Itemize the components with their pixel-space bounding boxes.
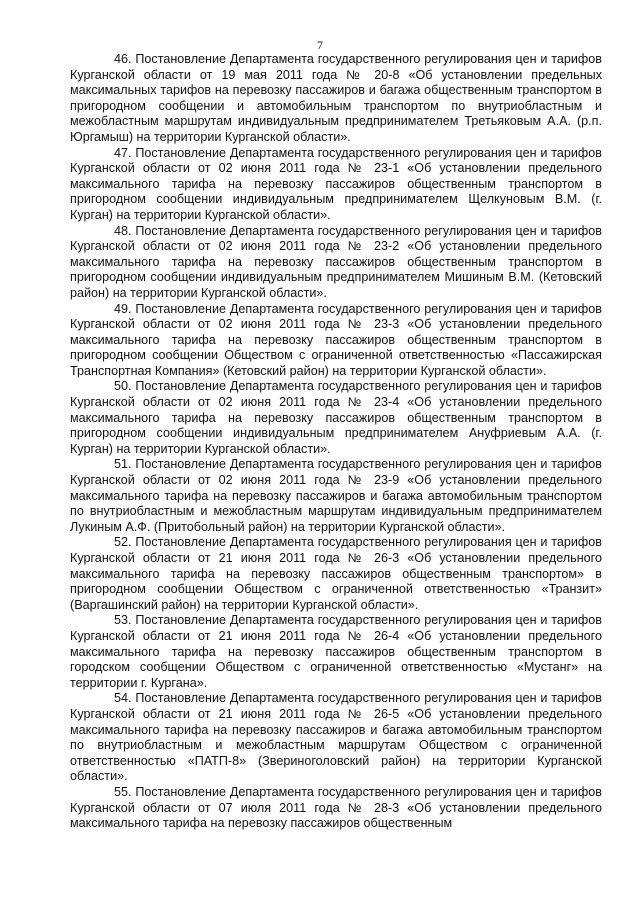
list-item-47: 47. Постановление Департамента государственного регулирования цен и тарифов Курганской области от 02 июня 2011 года № 23-1 «Об установлении предельного максимального тарифа на перевозку пассажиров общественным транспортом в пригородном сообщении индивидуальным предпринимателем Щелкуновым В.М. (г. Курган) на территории Курганской области». [70,145,602,222]
list-item-50: 50. Постановление Департамента государственного регулирования цен и тарифов Курганской области от 02 июня 2011 года № 23-4 «Об установлении предельного максимального тарифа на перевозку пассажиров общественным транспортом в пригородном сообщении индивидуальным предпринимателем Ануфриевым А.А. (г. Курган) на территории Курганской области». [70,379,602,456]
page-number: 7 [317,38,323,52]
list-item-54: 54. Постановление Департамента государственного регулирования цен и тарифов Курганской области от 21 июня 2011 года № 26-5 «Об установлении предельного максимального тарифа на перевозку пассажиров и багажа автомобильным транспортом по внутриобластным и межобластным маршрутам Обществом с ограниченной ответственностью «ПАТП-8» (Звериноголовский район) на территории Курганской области». [70,691,602,784]
document-body [70,52,602,832]
list-item-46: 46. Постановление Департамента государственного регулирования цен и тарифов Курганской области от 19 мая 2011 года № 20-8 «Об установлении предельных максимальных тарифов на перевозку пассажиров и багажа общественным транспортом в пригородном сообщении и автомобильным транспортом по внутриобластным и межобластным маршрутам индивидуальным предпринимателем Третьяковым А.А. (р.п. Юргамыш) на территории Курганской области». [70,52,602,144]
list-item-48: 48. Постановление Департамента государственного регулирования цен и тарифов Курганской области от 02 июня 2011 года № 23-2 «Об установлении предельного максимального тарифа на перевозку пассажиров общественным транспортом в пригородном сообщении индивидуальным предпринимателем Мишиным В.М. (Кетовский район) на территории Курганской области». [70,223,602,300]
list-item-53: 53. Постановление Департамента государственного регулирования цен и тарифов Курганской области от 21 июня 2011 года № 26-4 «Об установлении предельного максимального тарифа на перевозку пассажиров общественным транспортом в городском сообщении Обществом с ограниченной ответственностью «Мустанг» на территории г. Кургана». [70,613,602,690]
list-item-52: 52. Постановление Департамента государственного регулирования цен и тарифов Курганской области от 21 июня 2011 года № 26-3 «Об установлении предельного максимального тарифа на перевозку пассажиров общественным транспортом» в пригородном сообщении Обществом с ограниченной ответственностью «Транзит» (Варгашинский район) на территории Курганской области». [70,535,602,612]
list-item-55: 55. Постановление Департамента государственного регулирования цен и тарифов Курганской области от 07 июля 2011 года № 28-3 «Об установлении предельного максимального тарифа на перевозку пассажиров общественным [70,784,602,831]
list-item-51: 51. Постановление Департамента государственного регулирования цен и тарифов Курганской области от 02 июня 2011 года № 23-9 «Об установлении предельного максимального тарифа на перевозку пассажиров и багажа автомобильным транспортом по внутриобластным и межобластным маршрутам индивидуальным предпринимателем Лукиным А.Ф. (Притобольный район) на территории Курганской области». [70,457,602,534]
list-item-49: 49. Постановление Департамента государственного регулирования цен и тарифов Курганской области от 02 июня 2011 года № 23-3 «Об установлении предельного максимального тарифа на перевозку пассажиров общественным транспортом в пригородном сообщении Обществом с ограниченной ответственностью «Пассажирская Транспортная Компания» (Кетовский район) на территории Курганской области». [70,301,602,378]
